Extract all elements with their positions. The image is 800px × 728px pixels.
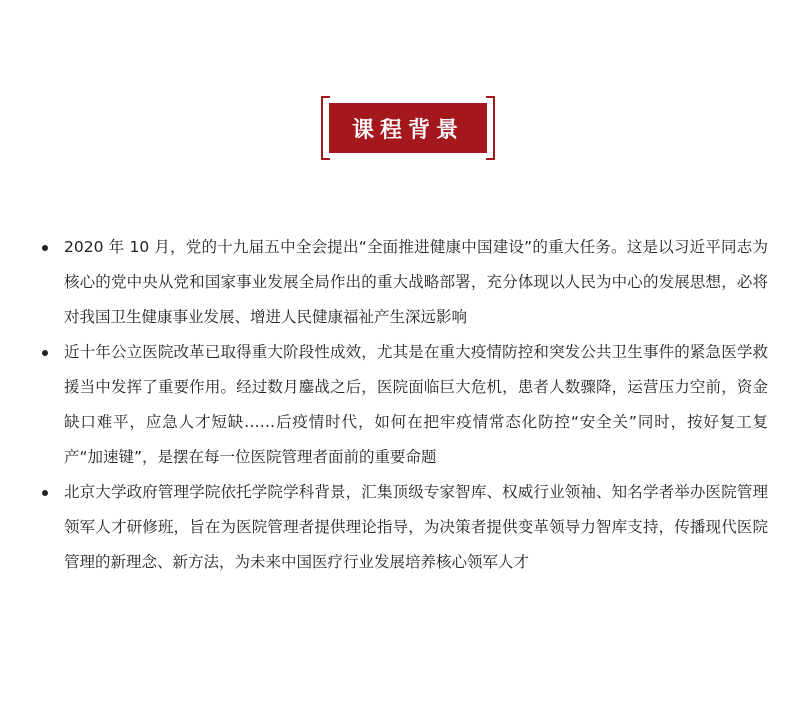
list-item [38, 230, 768, 335]
list-item [38, 475, 768, 580]
title-banner [329, 103, 487, 153]
bullet-dot-icon [38, 230, 52, 265]
list-item [38, 335, 768, 475]
bullet-dot-icon [38, 335, 52, 370]
page-title: 课程背景 [351, 117, 464, 143]
list-item-text: 近十年公立医院改革已取得重大阶段性成效，尤其是在重大疫情防控和突发公共卫生事件的紧急医学救援当中发挥了重要作用。经过数月鏖战之后，医院面临巨大危机，患者人数骤降，运营压力空前，资金缺口难平，应急人才短缺……后疫情时代，如何在把牢疫情常态化防控“安全关”同时，按好复工复产“加速键”，是摆在每一位医院管理者面前的重要命题 [64, 343, 768, 466]
section-title-block [321, 96, 495, 160]
list-item-text: 2020 年 10 月，党的十九届五中全会提出“全面推进健康中国建设”的重大任务。这是以习近平同志为核心的党中央从党和国家事业发展全局作出的重大战略部署，充分体现以人民为中心的发展思想，必将对我国卫生健康事业发展、增进人民健康福祉产生深远影响 [64, 238, 768, 326]
title-frame-right [486, 96, 495, 160]
bullet-dot-icon [38, 475, 52, 510]
bullet-list [38, 230, 768, 580]
list-item-text: 北京大学政府管理学院依托学院学科背景，汇集顶级专家智库、权威行业领袖、知名学者举办医院管理领军人才研修班，旨在为医院管理者提供理论指导，为决策者提供变革领导力智库支持，传播现代医院管理的新理念、新方法，为未来中国医疗行业发展培养核心领军人才 [64, 483, 768, 571]
